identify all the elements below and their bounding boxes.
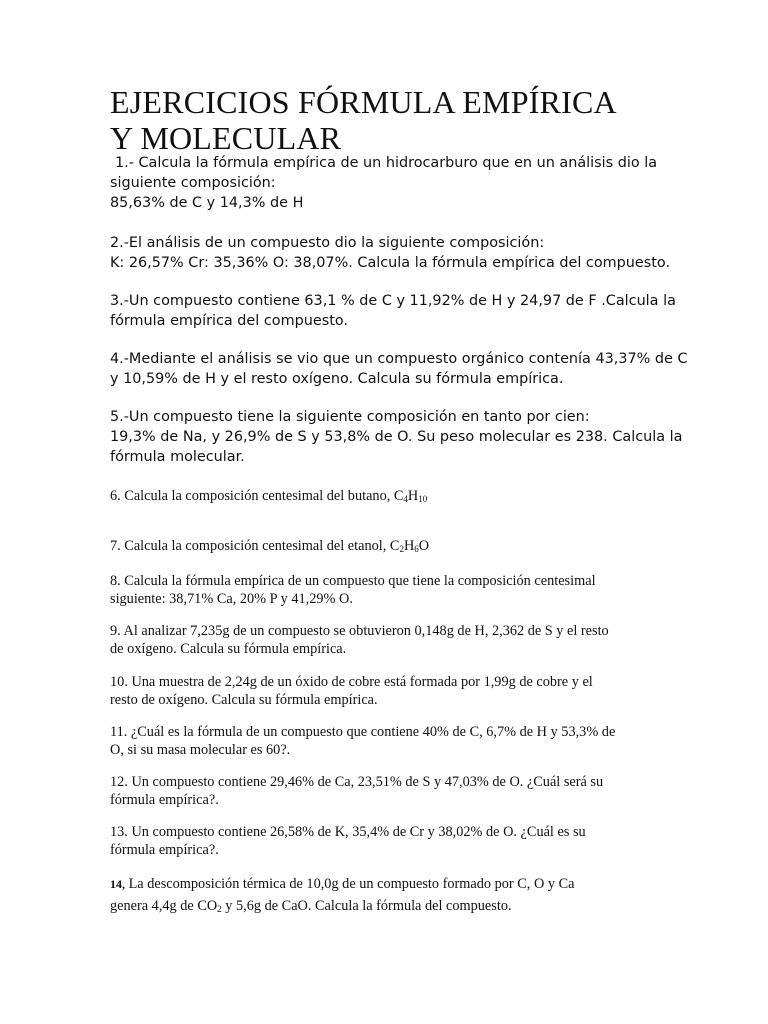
exercise-3-line-2: fórmula empírica del compuesto.: [110, 313, 348, 329]
ethanol-formula-h-subscript: 6: [414, 544, 419, 554]
ethanol-formula-c-subscript: 2: [399, 544, 404, 554]
exercise-6-text: 6. Calcula la composición centesimal del butano,: [110, 488, 394, 504]
exercise-11: [110, 723, 650, 759]
exercise-2-line-1: 2.-El análisis de un compuesto dio la siguiente composición:: [110, 235, 545, 251]
butane-formula-c-subscript: 4: [403, 494, 408, 504]
exercise-13: [110, 823, 650, 859]
exercise-9: [110, 622, 650, 658]
exercise-10: [110, 673, 650, 709]
exercise-5-line-1: 5.-Un compuesto tiene la siguiente composición en tanto por cien:: [110, 409, 590, 425]
exercise-4: [110, 349, 688, 389]
exercise-5-line-2: 19,3% de Na, y 26,9% de S y 53,8% de O. Su peso molecular es 238. Calcula la: [110, 429, 683, 445]
exercise-10-line-2: resto de oxígeno. Calcula su fórmula empírica.: [110, 692, 378, 708]
exercise-5: [110, 407, 683, 467]
exercise-9-line-1: 9. Al analizar 7,235g de un compuesto se obtuvieron 0,148g de H, 2,362 de S y el resto: [110, 623, 609, 639]
exercise-13-line-2: fórmula empírica?.: [110, 842, 219, 858]
exercise-7: [110, 537, 650, 555]
exercise-14: [110, 873, 650, 917]
exercise-14-line-1: [110, 873, 650, 895]
exercise-9-line-2: de oxígeno. Calcula su fórmula empírica.: [110, 641, 347, 657]
exercise-10-line-1: 10. Una muestra de 2,24g de un óxido de cobre está formada por 1,99g de cobre y el: [110, 674, 593, 690]
exercise-14-line-2: [110, 895, 650, 917]
exercise-2: [110, 233, 671, 273]
exercise-1-line-1: 1.- Calcula la fórmula empírica de un hidrocarburo que en un análisis dio la: [115, 155, 658, 171]
co2-subscript: 2: [217, 904, 222, 914]
exercise-7-text: 7. Calcula la composición centesimal del etanol,: [110, 538, 390, 554]
ethanol-formula-c: C: [389, 538, 400, 554]
exercise-12-line-1: 12. Un compuesto contiene 29,46% de Ca, 23,51% de S y 47,03% de O. ¿Cuál será su: [110, 774, 604, 790]
ethanol-formula-h: H: [403, 538, 415, 554]
exercise-6: [110, 487, 650, 505]
butane-formula-c: C: [393, 488, 404, 504]
butane-formula-h: H: [407, 488, 419, 504]
exercise-14-line-1-text: La descomposición térmica de 10,0g de un compuesto formado por C, O y Ca: [125, 876, 575, 892]
exercise-12: [110, 773, 650, 809]
exercise-11-line-2: O, si su masa molecular es 60?.: [110, 742, 291, 758]
exercise-3-line-1: 3.-Un compuesto contiene 63,1 % de C y 11,92% de H y 24,97 de F .Calcula la: [110, 293, 676, 309]
exercise-5-line-3: fórmula molecular.: [110, 449, 245, 465]
title-line-1: EJERCICIOS FÓRMULA EMPÍRICA: [110, 84, 617, 120]
exercise-13-line-1: 13. Un compuesto contiene 26,58% de K, 35,4% de Cr y 38,02% de O. ¿Cuál es su: [110, 824, 586, 840]
exercise-7-line-1: [110, 537, 650, 555]
exercise-8: [110, 572, 650, 608]
exercise-8-line-1: 8. Calcula la fórmula empírica de un compuesto que tiene la composición centesimal: [110, 573, 596, 589]
exercise-14-number: 14,: [110, 877, 125, 891]
exercise-1: [110, 153, 658, 213]
exercise-1-line-2: siguiente composición:: [110, 175, 276, 191]
butane-formula-h-subscript: 10: [418, 494, 428, 504]
exercise-14-line-2-end: y 5,6g de CaO. Calcula la fórmula del compuesto.: [221, 898, 512, 914]
exercise-8-line-2: siguiente: 38,71% Ca, 20% P y 41,29% O.: [110, 591, 353, 607]
exercise-2-line-2: K: 26,57% Cr: 35,36% O: 38,07%. Calcula la fórmula empírica del compuesto.: [110, 255, 671, 271]
exercise-4-line-2: y 10,59% de H y el resto oxígeno. Calcula su fórmula empírica.: [110, 371, 564, 387]
ethanol-formula-o: O: [418, 538, 430, 554]
exercise-4-line-1: 4.-Mediante el análisis se vio que un compuesto orgánico contenía 43,37% de C: [110, 351, 688, 367]
exercise-14-line-2-start: genera 4,4g de CO: [110, 898, 218, 914]
exercise-3: [110, 291, 676, 331]
document-title: [110, 84, 730, 156]
exercise-6-line-1: [110, 487, 650, 505]
exercise-11-line-1: 11. ¿Cuál es la fórmula de un compuesto que contiene 40% de C, 6,7% de H y 53,3% de: [110, 724, 616, 740]
exercise-12-line-2: fórmula empírica?.: [110, 792, 219, 808]
exercise-1-line-3: 85,63% de C y 14,3% de H: [110, 195, 304, 211]
title-line-2: Y MOLECULAR: [110, 120, 342, 156]
